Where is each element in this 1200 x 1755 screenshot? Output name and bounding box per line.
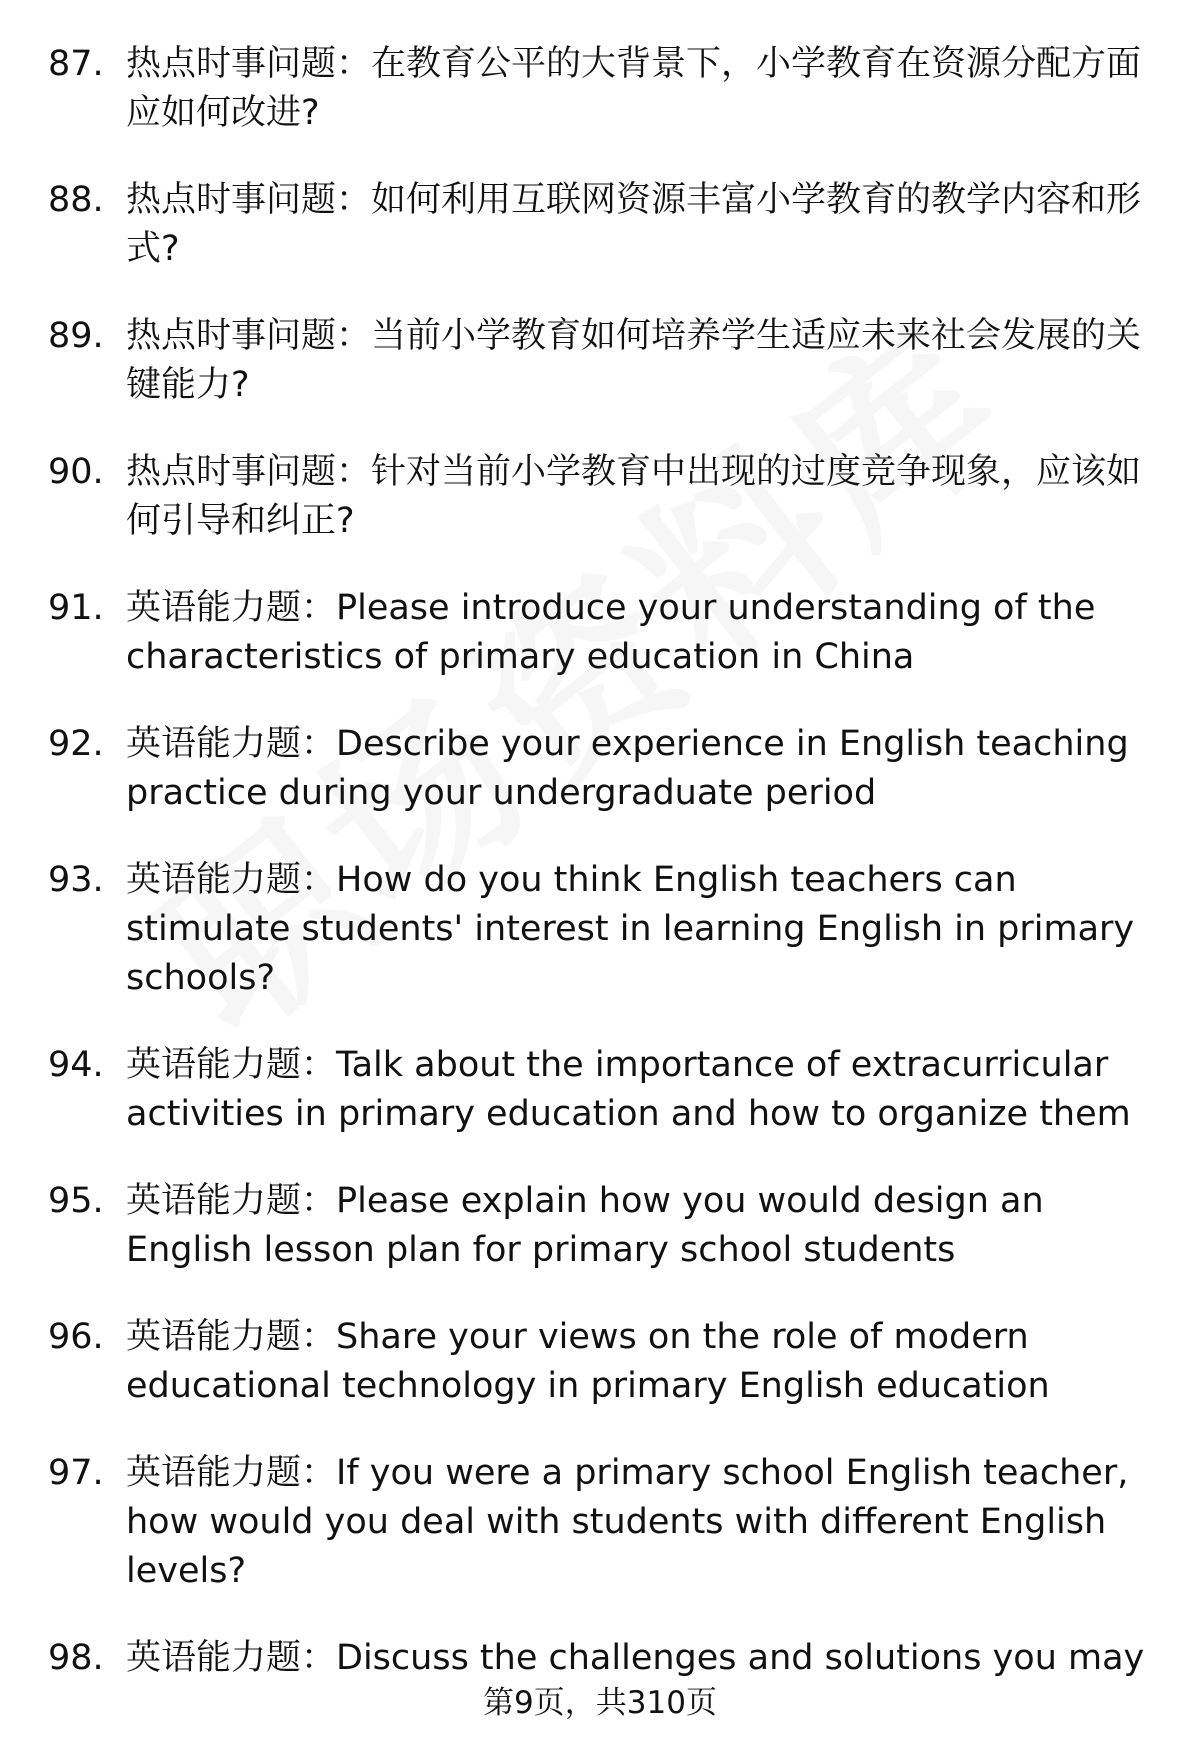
question-number: 87. (48, 44, 104, 84)
question-text: 热点时事问题：如何利用互联网资源丰富小学教育的教学内容和形式? (126, 180, 1142, 269)
question-number: 91. (48, 588, 104, 628)
question-number: 93. (48, 860, 104, 900)
question-text: 热点时事问题：在教育公平的大背景下，小学教育在资源分配方面应如何改进? (126, 44, 1142, 133)
question-item (48, 448, 1158, 546)
page-footer (0, 1682, 1200, 1724)
question-number: 95. (48, 1181, 104, 1221)
question-item (48, 312, 1158, 410)
question-text: 英语能力题：Share your views on the role of modern educational technology in primary English education (126, 1317, 1050, 1406)
question-item (48, 40, 1158, 138)
question-number: 88. (48, 180, 104, 220)
question-item (48, 720, 1158, 818)
question-item (48, 1449, 1158, 1596)
question-item (48, 1177, 1158, 1275)
question-item (48, 1634, 1158, 1683)
question-text: 英语能力题：How do you think English teachers can stimulate students' interest in learning English in primary schools? (126, 860, 1135, 998)
question-text: 英语能力题：Talk about the importance of extracurricular activities in primary education and how to organize them (126, 1045, 1131, 1134)
question-text: 英语能力题：Describe your experience in English teaching practice during your undergraduate period (126, 724, 1129, 813)
question-text: 热点时事问题：当前小学教育如何培养学生适应未来社会发展的关键能力? (126, 316, 1142, 405)
question-number: 96. (48, 1317, 104, 1357)
question-text: 热点时事问题：针对当前小学教育中出现的过度竞争现象，应该如何引导和纠正? (126, 452, 1142, 541)
question-list (48, 40, 1158, 1721)
question-text: 英语能力题：Please explain how you would design an English lesson plan for primary school students (126, 1181, 1044, 1270)
question-item (48, 176, 1158, 274)
question-item (48, 584, 1158, 682)
question-item (48, 1313, 1158, 1411)
question-number: 89. (48, 316, 104, 356)
question-text: 英语能力题：Please introduce your understanding of the characteristics of primary education in China (126, 588, 1096, 677)
question-text: 英语能力题：If you were a primary school English teacher, how would you deal with students with different English levels? (126, 1453, 1129, 1591)
question-text: 英语能力题：Discuss the challenges and solutions you may (126, 1638, 1145, 1678)
question-number: 94. (48, 1045, 104, 1085)
page-number-label: 第9页，共310页 (483, 1685, 717, 1721)
question-number: 98. (48, 1638, 104, 1678)
question-number: 97. (48, 1453, 104, 1493)
question-item (48, 856, 1158, 1003)
question-number: 92. (48, 724, 104, 764)
question-number: 90. (48, 452, 104, 492)
question-item (48, 1041, 1158, 1139)
